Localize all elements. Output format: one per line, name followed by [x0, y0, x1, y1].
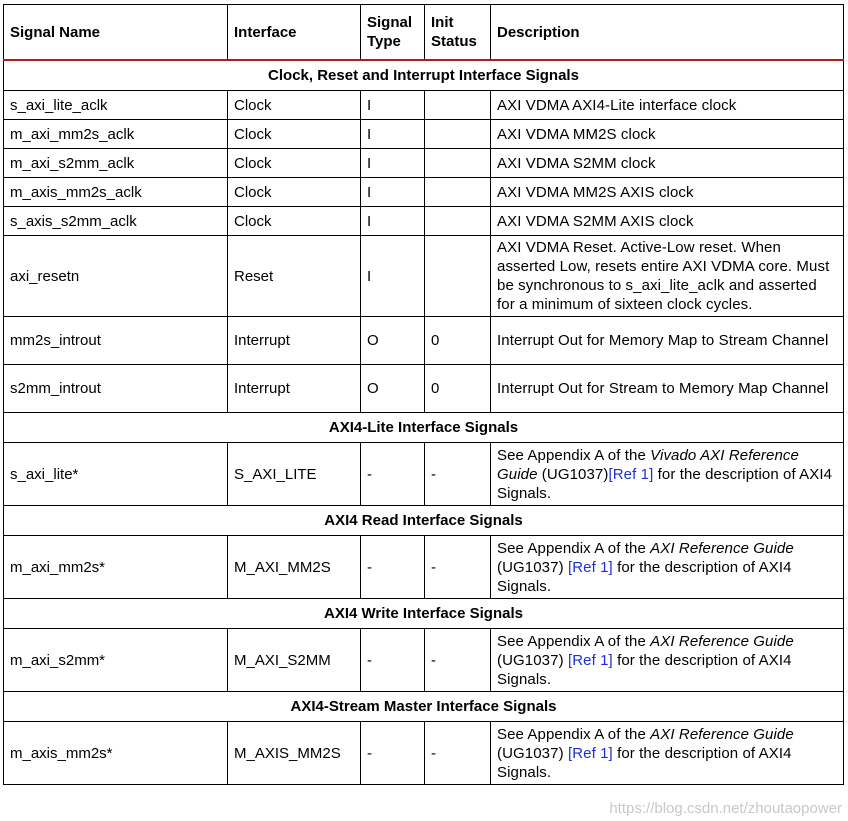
interface: M_AXIS_MM2S	[228, 722, 361, 785]
interface: Clock	[228, 178, 361, 207]
signal-type: -	[361, 443, 425, 506]
desc-text: for the description of AXI4 Signals.	[497, 744, 792, 781]
section-title: AXI4-Stream Master Interface Signals	[4, 692, 844, 722]
init-status: 0	[425, 317, 491, 365]
init-status: -	[425, 722, 491, 785]
interface: Clock	[228, 120, 361, 149]
table-row	[4, 365, 844, 413]
header-init-line2: Status	[431, 33, 477, 50]
interface: Clock	[228, 91, 361, 120]
init-status	[425, 120, 491, 149]
interface: M_AXI_MM2S	[228, 536, 361, 599]
header-row	[4, 5, 844, 61]
signal-type: I	[361, 207, 425, 236]
section-title: Clock, Reset and Interrupt Interface Signals	[4, 60, 844, 91]
description	[491, 722, 844, 785]
signal-name: m_axi_s2mm_aclk	[4, 149, 228, 178]
guide-title: AXI Reference Guide	[650, 632, 794, 650]
desc-text: (UG1037)	[497, 558, 568, 576]
table-row	[4, 722, 844, 785]
interface: Interrupt	[228, 365, 361, 413]
description: AXI VDMA MM2S clock	[491, 120, 844, 149]
init-status	[425, 236, 491, 317]
signal-name: s2mm_introut	[4, 365, 228, 413]
description: Interrupt Out for Stream to Memory Map Channel	[491, 365, 844, 413]
interface: Clock	[228, 207, 361, 236]
section-title: AXI4 Read Interface Signals	[4, 506, 844, 536]
header-signal-type-line2: Type	[367, 33, 401, 50]
interface: Clock	[228, 149, 361, 178]
description: AXI VDMA Reset. Active-Low reset. When asserted Low, resets entire AXI VDMA core. Must be synchronous to s_axi_lite_aclk and asserted for a minimum of sixteen clock cycles.	[491, 236, 844, 317]
init-status	[425, 178, 491, 207]
desc-text: See Appendix A of the	[497, 632, 651, 650]
desc-text: for the description of AXI4 Signals.	[497, 651, 792, 688]
signal-type: I	[361, 178, 425, 207]
signal-type: -	[361, 629, 425, 692]
signal-name: m_axis_mm2s_aclk	[4, 178, 228, 207]
header-signal-name: Signal Name	[4, 5, 228, 61]
init-status: -	[425, 536, 491, 599]
signal-type: O	[361, 365, 425, 413]
desc-text: for the description of AXI4 Signals.	[497, 558, 792, 595]
desc-text: See Appendix A of the	[497, 446, 651, 464]
signal-name: m_axi_s2mm*	[4, 629, 228, 692]
desc-text: See Appendix A of the	[497, 725, 651, 743]
ref-link[interactable]: [Ref 1]	[608, 465, 654, 483]
table-row	[4, 120, 844, 149]
description	[491, 629, 844, 692]
signal-name: s_axi_lite_aclk	[4, 91, 228, 120]
signal-name: mm2s_introut	[4, 317, 228, 365]
ref-link[interactable]: [Ref 1]	[567, 744, 613, 762]
init-status	[425, 207, 491, 236]
table-row	[4, 317, 844, 365]
section-axi4-write	[4, 599, 844, 629]
section-title: AXI4 Write Interface Signals	[4, 599, 844, 629]
init-status: -	[425, 443, 491, 506]
signal-table	[3, 4, 844, 785]
description: AXI VDMA MM2S AXIS clock	[491, 178, 844, 207]
ref-link[interactable]: [Ref 1]	[567, 558, 613, 576]
table-row	[4, 629, 844, 692]
description	[491, 536, 844, 599]
signal-type: -	[361, 536, 425, 599]
init-status: -	[425, 629, 491, 692]
desc-text: (UG1037)	[497, 744, 568, 762]
table-row	[4, 149, 844, 178]
guide-title: AXI Reference Guide	[650, 725, 794, 743]
table-row	[4, 536, 844, 599]
section-axi4-lite	[4, 413, 844, 443]
watermark: https://blog.csdn.net/zhoutaopower	[609, 800, 842, 817]
section-axi4-read	[4, 506, 844, 536]
section-title: AXI4-Lite Interface Signals	[4, 413, 844, 443]
description: Interrupt Out for Memory Map to Stream Channel	[491, 317, 844, 365]
signal-type: I	[361, 120, 425, 149]
description: AXI VDMA S2MM clock	[491, 149, 844, 178]
signal-type: I	[361, 236, 425, 317]
signal-name: m_axis_mm2s*	[4, 722, 228, 785]
header-init-line1: Init	[431, 14, 454, 31]
table-row	[4, 178, 844, 207]
signal-type: I	[361, 91, 425, 120]
interface: Reset	[228, 236, 361, 317]
header-interface: Interface	[228, 5, 361, 61]
desc-text: (UG1037)	[497, 651, 568, 669]
guide-title: AXI Reference Guide	[650, 539, 794, 557]
description	[491, 443, 844, 506]
signal-name: m_axi_mm2s*	[4, 536, 228, 599]
header-signal-type-line1: Signal	[367, 14, 413, 31]
interface: M_AXI_S2MM	[228, 629, 361, 692]
signal-name: axi_resetn	[4, 236, 228, 317]
signal-type: -	[361, 722, 425, 785]
signal-name: m_axi_mm2s_aclk	[4, 120, 228, 149]
desc-text: (UG1037)	[537, 465, 609, 483]
interface: Interrupt	[228, 317, 361, 365]
section-axi4-stream-master	[4, 692, 844, 722]
section-clock-reset-interrupt	[4, 60, 844, 91]
table-row	[4, 236, 844, 317]
guide-title: Vivado AXI Reference Guide	[497, 446, 799, 483]
table-row	[4, 91, 844, 120]
signal-name: s_axis_s2mm_aclk	[4, 207, 228, 236]
header-signal-type	[361, 5, 425, 61]
desc-text: for the description of AXI4 Signals.	[497, 465, 833, 502]
signal-name: s_axi_lite*	[4, 443, 228, 506]
header-description: Description	[491, 5, 844, 61]
desc-text: See Appendix A of the	[497, 539, 651, 557]
init-status	[425, 149, 491, 178]
interface: S_AXI_LITE	[228, 443, 361, 506]
header-init-status	[425, 5, 491, 61]
init-status	[425, 91, 491, 120]
description: AXI VDMA S2MM AXIS clock	[491, 207, 844, 236]
ref-link[interactable]: [Ref 1]	[567, 651, 613, 669]
signal-type: O	[361, 317, 425, 365]
signal-type: I	[361, 149, 425, 178]
description: AXI VDMA AXI4-Lite interface clock	[491, 91, 844, 120]
init-status: 0	[425, 365, 491, 413]
table-row	[4, 207, 844, 236]
table-row	[4, 443, 844, 506]
